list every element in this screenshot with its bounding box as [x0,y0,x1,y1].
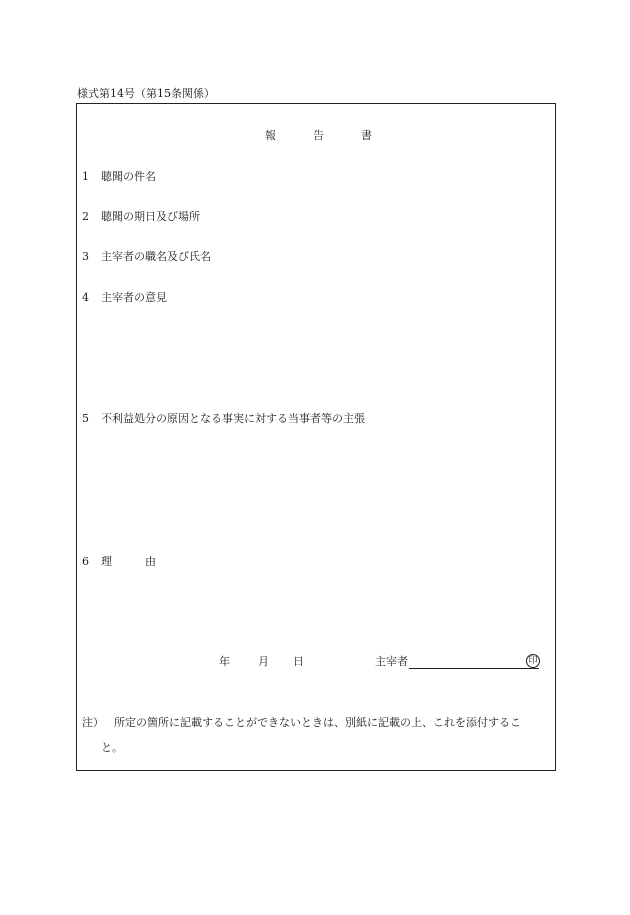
form-border [76,103,556,771]
note-text-line-1: 所定の箇所に記載することができないときは、別紙に記載の上、これを添付するこ [114,716,521,729]
date-month-label: 月 [258,655,269,668]
item-host-title-and-name [82,250,211,264]
item-number: 1 [82,170,89,183]
item-label: 聴聞の件名 [101,170,156,183]
note-label: 注） [82,716,104,729]
item-label: 主宰者の意見 [101,291,167,304]
form-number: 様式第14号（第15条関係） [77,87,215,100]
host-signature-label: 主宰者 [375,655,408,668]
note-text-line-2: と。 [101,741,123,754]
item-number: 6 [82,555,89,568]
item-date-and-place [82,210,200,224]
title-char-1: 報 [265,129,276,142]
item-reason [82,555,156,569]
item-party-assertion [82,412,365,426]
date-year-label: 年 [219,655,230,668]
item-label: 聴聞の期日及び場所 [101,210,200,223]
item-number: 4 [82,291,89,304]
signature-line [409,668,539,669]
title-char-3: 書 [361,129,372,142]
item-number: 3 [82,250,89,263]
item-host-opinion [82,291,167,305]
item-label: 不利益処分の原因となる事実に対する当事者等の主張 [101,412,365,425]
date-day-label: 日 [293,655,304,668]
item-label: 理 由 [101,555,156,568]
item-label: 主宰者の職名及び氏名 [101,250,211,263]
item-number: 2 [82,210,89,223]
title-char-2: 告 [313,129,324,142]
document-title [265,129,372,143]
item-case-name [82,170,156,184]
seal-icon: 印 [526,654,540,668]
item-number: 5 [82,412,89,425]
